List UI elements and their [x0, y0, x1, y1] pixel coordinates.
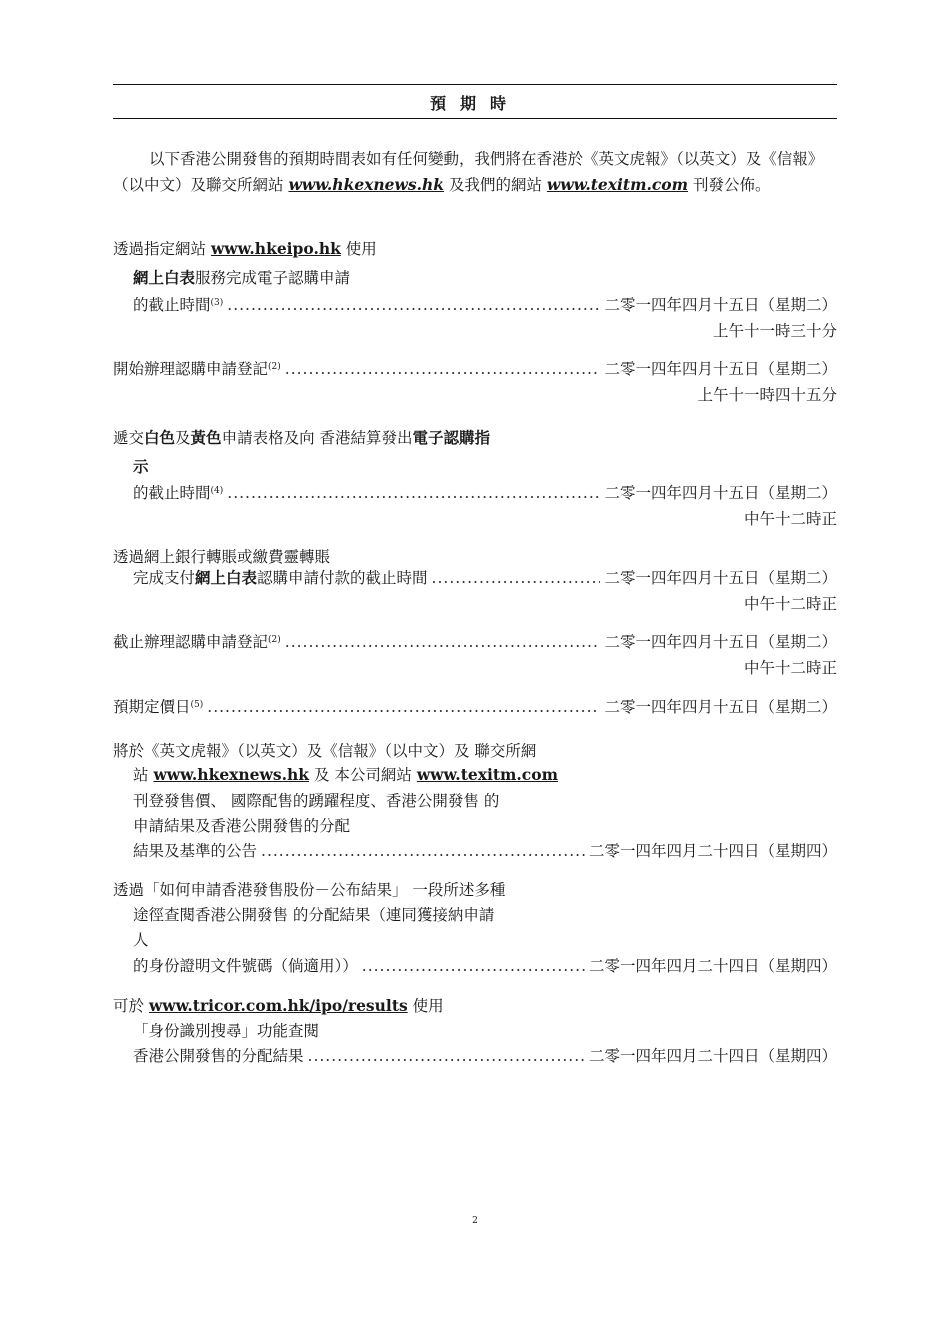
e1-line3: 的截止時間$^{(3)}$ ..... 二零一四年四月十五日（星期二）: [113, 292, 837, 318]
e8-date: 二零一四年四月二十四日（星期四）: [588, 957, 837, 975]
e3-line1: 遞交白色及黃色申請表格及向 香港結算發出電子認購指: [113, 429, 491, 447]
e1-line1: 透過指定網站 www.hkeipo.hk 使用: [113, 239, 377, 258]
e4-date: 二零一四年四月十五日（星期二）: [604, 569, 837, 587]
texitm-link[interactable]: www.texitm.com: [546, 175, 689, 194]
intro-text-2: 及我們的網站: [444, 176, 547, 194]
e1-date: 二零一四年四月十五日（星期二）: [604, 296, 837, 314]
e1-line2: 網上白表服務完成電子認購申請: [133, 269, 351, 287]
e4-line1: 透過網上銀行轉賬或繳費靈轉賬: [113, 548, 331, 566]
e6-line: 預期定價日$^{(5)}$ ..... 二零一四年四月十五日（星期二）: [113, 694, 837, 720]
intro-paragraph: [113, 146, 837, 198]
e3-line3: 的截止時間$^{(4)}$ ..... 二零一四年四月十五日（星期二）: [113, 480, 837, 506]
e9-line1: 可於 www.tricor.com.hk/ipo/results 使用: [113, 996, 444, 1015]
e6-date: 二零一四年四月十五日（星期二）: [604, 698, 837, 716]
e3-date: 二零一四年四月十五日（星期二）: [604, 484, 837, 502]
top-rule: [113, 84, 837, 85]
hkexnews-link[interactable]: www.hkexnews.hk: [288, 175, 445, 194]
e7-line4: 申請結果及香港公開發售的分配: [133, 817, 351, 835]
e2-time: 上午十一時四十五分: [697, 386, 837, 404]
e5-time: 中午十二時正: [743, 659, 837, 677]
header-underline: [113, 118, 837, 119]
e5-date: 二零一四年四月十五日（星期二）: [604, 633, 837, 651]
page-header: 預期時: [429, 94, 520, 113]
e8-line1: 透過「如何申請香港發售股份－公布結果」 一段所述多種: [113, 881, 506, 899]
hkexnews-link-2[interactable]: www.hkexnews.hk: [153, 765, 310, 784]
e8-line2: 途徑查閱香港公開發售 的分配結果（連同獲接納申請: [133, 906, 495, 924]
e9-line2: 「身份識別搜尋」功能查閱: [133, 1022, 320, 1040]
texitm-link-2[interactable]: www.texitm.com: [416, 765, 558, 784]
e7-line2: 站 www.hkexnews.hk 及 本公司網站 www.texitm.com: [133, 765, 558, 784]
e7-date: 二零一四年四月二十四日（星期四）: [588, 842, 837, 860]
e2-line: 開始辦理認購申請登記$^{(2)}$ ..... 二零一四年四月十五日（星期二）: [113, 356, 837, 382]
e7-line5: 結果及基準的公告 ..... 二零一四年四月二十四日（星期四）: [113, 838, 837, 864]
e8-line4: 的身份證明文件號碼（倘適用）） ..... 二零一四年四月二十四日（星期四）: [113, 953, 837, 979]
e8-line3: 人: [133, 931, 149, 949]
e5-line: 截止辦理認購申請登記$^{(2)}$ ..... 二零一四年四月十五日（星期二）: [113, 629, 837, 655]
e3-time: 中午十二時正: [743, 510, 837, 528]
e4-line2: 完成支付網上白表認購申請付款的截止時間 ..... 二零一四年四月十五日（星期二）: [113, 565, 837, 591]
e7-line3: 刊登發售價、 國際配售的踴躍程度、香港公開發售 的: [133, 792, 500, 810]
intro-text-3: 刊發公佈。: [688, 176, 771, 194]
e1-time: 上午十一時三十分: [712, 322, 837, 340]
e4-time: 中午十二時正: [743, 595, 837, 613]
hkeipo-link[interactable]: www.hkeipo.hk: [210, 239, 341, 258]
e7-line1: 將於《英文虎報》（以英文）及《信報》（以中文）及 聯交所網: [113, 742, 537, 760]
e9-date: 二零一四年四月二十四日（星期四）: [588, 1047, 837, 1065]
intro-text-1: 以下香港公開發售的預期時間表如有任何變動，我們將在香港於《英文虎報》（以英文）及《信報》（以中文）及聯交所網站: [113, 150, 824, 194]
e9-line3: 香港公開發售的分配結果 ..... 二零一四年四月二十四日（星期四）: [113, 1043, 837, 1069]
e2-date: 二零一四年四月十五日（星期二）: [604, 360, 837, 378]
e3-line2: 示: [133, 458, 149, 476]
page-number: 2: [472, 1216, 478, 1226]
tricor-link[interactable]: www.tricor.com.hk/ipo/results: [148, 996, 408, 1015]
